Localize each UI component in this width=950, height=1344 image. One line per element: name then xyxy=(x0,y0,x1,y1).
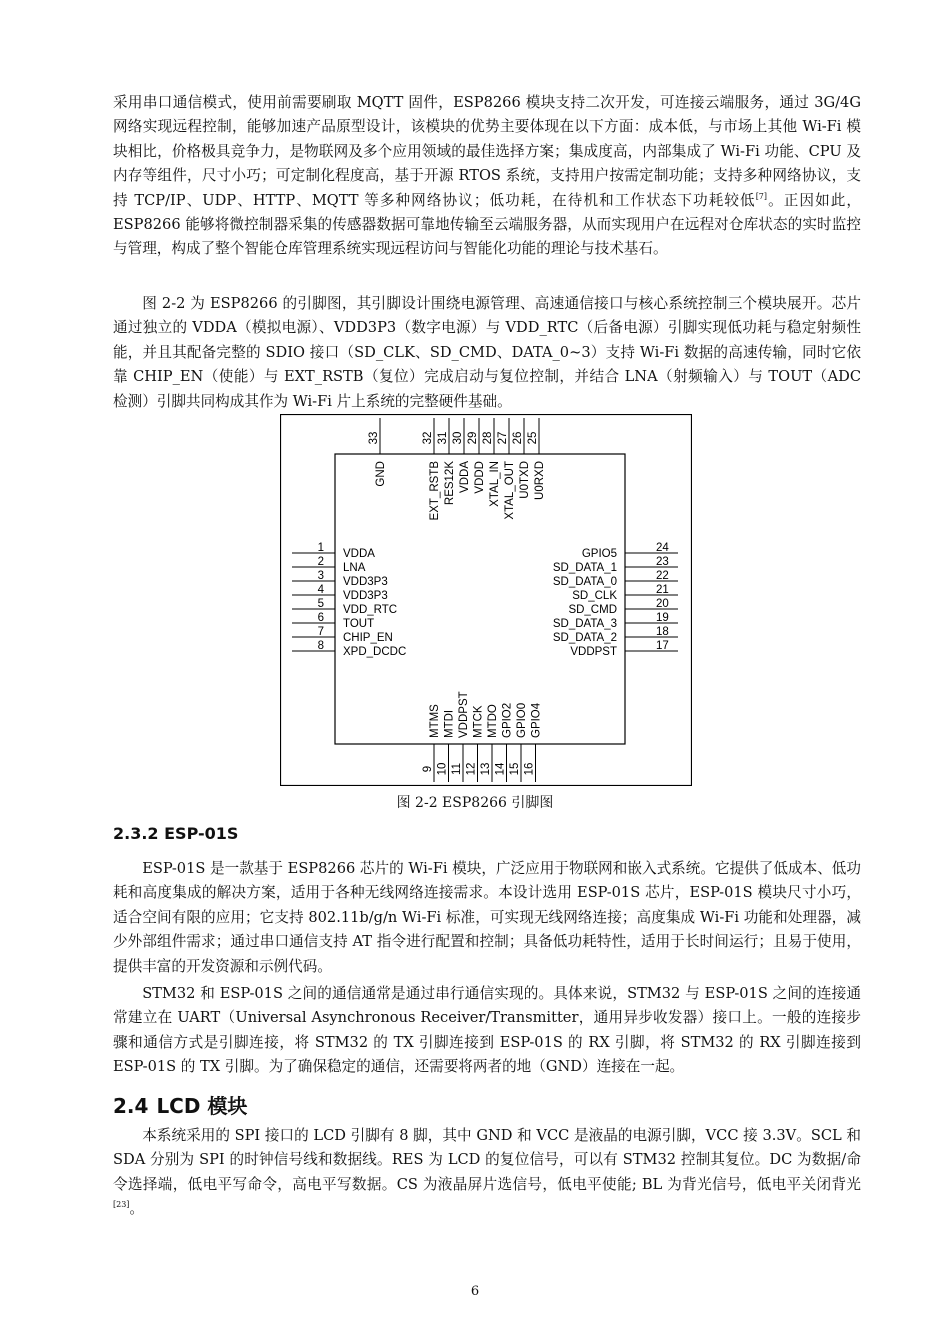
figure-intro-paragraph: 图 2-2 为 ESP8266 的引脚图，其引脚设计围绕电源管理、高速通信接口与核心系统控制三个模块展开。芯片通过独立的 VDDA（模拟电源）、VDD3P3（数字电源）与 VDD_RTC（后备电源）引脚实现低功耗与稳定射频性能，并且其配备完整的 SDIO 接口（SD_CLK、SD_CMD、DATA_0~3）支持 Wi-Fi 数据的高速传输，同时它依靠 CHIP_EN（使能）与 EXT_RSTB（复位）完成启动与复位控制，并结合 LNA（射频输入）与 TOUT（ADC 检测）引脚共同构成其作为 Wi-Fi 片上系统的完整硬件基础。 xyxy=(113,295,861,410)
pin-label: CHIP_EN xyxy=(343,632,393,644)
pin-number: 29 xyxy=(467,431,479,445)
pin-number: 7 xyxy=(317,626,324,638)
pin-label: VDDPST xyxy=(458,691,470,738)
pin-label: VDD3P3 xyxy=(343,576,388,588)
esp8266-pinout-figure xyxy=(280,414,692,786)
pinout-diagram xyxy=(280,414,692,786)
pin-label: SD_CMD xyxy=(568,604,617,616)
pin-number: 12 xyxy=(465,762,478,776)
intro-paragraph xyxy=(113,91,861,262)
pin-number: 21 xyxy=(656,584,669,596)
pin-label: TOUT xyxy=(343,618,375,630)
pin-label: SD_CLK xyxy=(572,590,617,602)
lcd-text: 本系统采用的 SPI 接口的 LCD 引脚有 8 脚，其中 GND 和 VCC 是液晶的电源引脚，VCC 接 3.3V。SCL 和 SDA 分别为 SPI 的时钟信号线和数据线。RES 为 LCD 的复位信号，可以有 STM32 控制其复位。DC 为数据/命令选择端，低电平写命令，高电平写数据。CS 为液晶屏片选信号，低电平使能; BL 为背光信号，低电平关闭背光 xyxy=(113,1127,861,1193)
pin-number: 31 xyxy=(437,431,449,445)
pin-label: VDD_RTC xyxy=(343,604,398,616)
pin-number: 23 xyxy=(656,556,669,568)
pin-number: 26 xyxy=(512,431,524,445)
pin-label: EXT_RSTB xyxy=(429,461,441,521)
pin-number: 11 xyxy=(451,763,463,775)
pin-label: GPIO2 xyxy=(501,702,514,738)
figure-caption: 图 2-2 ESP8266 引脚图 xyxy=(396,795,554,811)
pin-number: 20 xyxy=(656,598,669,610)
pin-number: 6 xyxy=(317,612,324,624)
pin-number: 14 xyxy=(494,762,507,776)
pin-number: 22 xyxy=(656,570,669,582)
pin-label: XPD_DCDC xyxy=(343,646,407,658)
esp01s-paragraph-1: ESP-01S 是一款基于 ESP8266 芯片的 Wi-Fi 模块，广泛应用于物联网和嵌入式系统。它提供了低成本、低功耗和高度集成的解决方案，适用于各种无线网络连接需求。本设计选用 ESP-01S 芯片，ESP-01S 模块尺寸小巧，适合空间有限的应用；它支持 802.11b/g/n Wi-Fi 标准，可实现无线网络连接；高度集成 Wi-Fi 功能和处理器，减少外部组件需求；通过串口通信支持 AT 指令进行配置和控制；具备低功耗特性，适用于长时间运行；且易于使用，提供丰富的开发资源和示例代码。 xyxy=(113,860,861,975)
intro-text: 采用串口通信模式，使用前需要刷取 MQTT 固件，ESP8266 模块支持二次开发，可连接云端服务，通过 3G/4G 网络实现远程控制，能够加速产品原型设计，该模块的优势主要体现在以下方面：成本低，与市场上其他 Wi-Fi 模块相比，价格极具竞争力，是物联网及多个应用领域的最佳选择方案；集成度高，内部集成了 Wi-Fi 功能、CPU 及内存等组件，尺寸小巧；可定制化程度高，基于开源 RTOS 系统，支持用户按需定制功能；支持多种网络协议，支持 TCP/IP、UDP、HTTP、MQTT 等多种网络协议；低功耗，在待机和工作状态下功耗较低 xyxy=(113,94,861,209)
pin-number: 24 xyxy=(656,542,669,554)
pin-label: MTCK xyxy=(472,705,485,738)
citation-ref: [7] xyxy=(755,191,768,201)
intro-text-after: 。正因如此，ESP8266 能够将微控制器采集的传感器数据可靠地传输至云端服务器，从而实现用户在远程对仓库状态的实时监控与管理，构成了整个智能仓库管理系统实现远程访问与智能化功能的理论与技术基石。 xyxy=(113,191,861,258)
pin-number: 27 xyxy=(497,431,509,445)
pin-label: XTAL_IN xyxy=(489,461,501,507)
pin-number: 13 xyxy=(480,762,492,776)
page-number: 6 xyxy=(470,1284,480,1299)
pin-label: VDD3P3 xyxy=(343,590,388,602)
pin-number: 17 xyxy=(656,640,669,652)
pin-label: VDDA xyxy=(343,548,375,560)
pin-label: VDDD xyxy=(474,461,486,494)
pin-label: MTDI xyxy=(443,709,456,738)
pin-number: 2 xyxy=(317,556,324,568)
pin-number: 15 xyxy=(509,762,521,776)
pin-number: 18 xyxy=(656,626,669,638)
pin-number: 4 xyxy=(317,584,324,596)
section-number: 2.4 xyxy=(113,1094,149,1118)
pin-number: 10 xyxy=(436,762,449,776)
pin-label: XTAL_OUT xyxy=(504,461,516,520)
pin-number: 16 xyxy=(523,762,536,776)
pin-number: 30 xyxy=(452,431,464,445)
pin-label: U0TXD xyxy=(519,461,531,499)
pin-number: 32 xyxy=(422,431,434,445)
pin-number: 19 xyxy=(656,612,669,624)
esp01s-paragraph-2: STM32 和 ESP-01S 之间的通信通常是通过串行通信实现的。具体来说，STM32 与 ESP-01S 之间的连接通常建立在 UART（Universal Asynchronous Receiver/Transmitter，通用异步收发器）接口上。一般的连接步骤和通信方式是引脚连接，将 STM32 的 TX 引脚连接到 ESP-01S 的 RX 引脚，将 STM32 的 RX 引脚连接到 ESP-01S 的 TX 引脚。为了确保稳定的通信，还需要将两者的地（GND）连接在一起。 xyxy=(113,985,861,1076)
pin-label: MTMS xyxy=(429,704,441,738)
lcd-paragraph xyxy=(113,1124,861,1222)
pin-label: GND xyxy=(375,461,387,487)
pin-number: 9 xyxy=(422,765,434,773)
pin-number: 1 xyxy=(317,542,324,554)
pin-number: 5 xyxy=(317,598,324,610)
pin-number: 28 xyxy=(482,431,494,445)
pin-number: 25 xyxy=(527,431,539,445)
pin-label: SD_DATA_1 xyxy=(552,562,617,574)
section-heading-lcd xyxy=(113,1090,247,1119)
section-heading-esp01s: 2.3.2 ESP-01S xyxy=(113,824,239,843)
pin-label: SD_DATA_2 xyxy=(552,632,617,644)
pin-label: SD_DATA_0 xyxy=(552,576,617,588)
citation-ref: [23] xyxy=(113,1200,130,1210)
pin-label: GPIO0 xyxy=(516,702,528,738)
pin-label: VDDPST xyxy=(570,646,617,658)
lcd-text-end: 。 xyxy=(129,1200,145,1218)
pin-number: 3 xyxy=(317,570,324,582)
pin-label: U0RXD xyxy=(534,461,546,500)
pin-label: VDDA xyxy=(459,461,471,493)
pin-number: 33 xyxy=(368,431,380,445)
pin-number: 8 xyxy=(317,640,324,652)
pin-label: LNA xyxy=(343,562,366,574)
pin-label: MTDO xyxy=(487,704,499,738)
pin-label: GPIO4 xyxy=(530,702,543,738)
section-title: LCD 模块 xyxy=(156,1094,248,1118)
pin-label: RES12K xyxy=(444,461,456,506)
pin-label: SD_DATA_3 xyxy=(552,618,617,630)
pin-label: GPIO5 xyxy=(581,548,617,560)
